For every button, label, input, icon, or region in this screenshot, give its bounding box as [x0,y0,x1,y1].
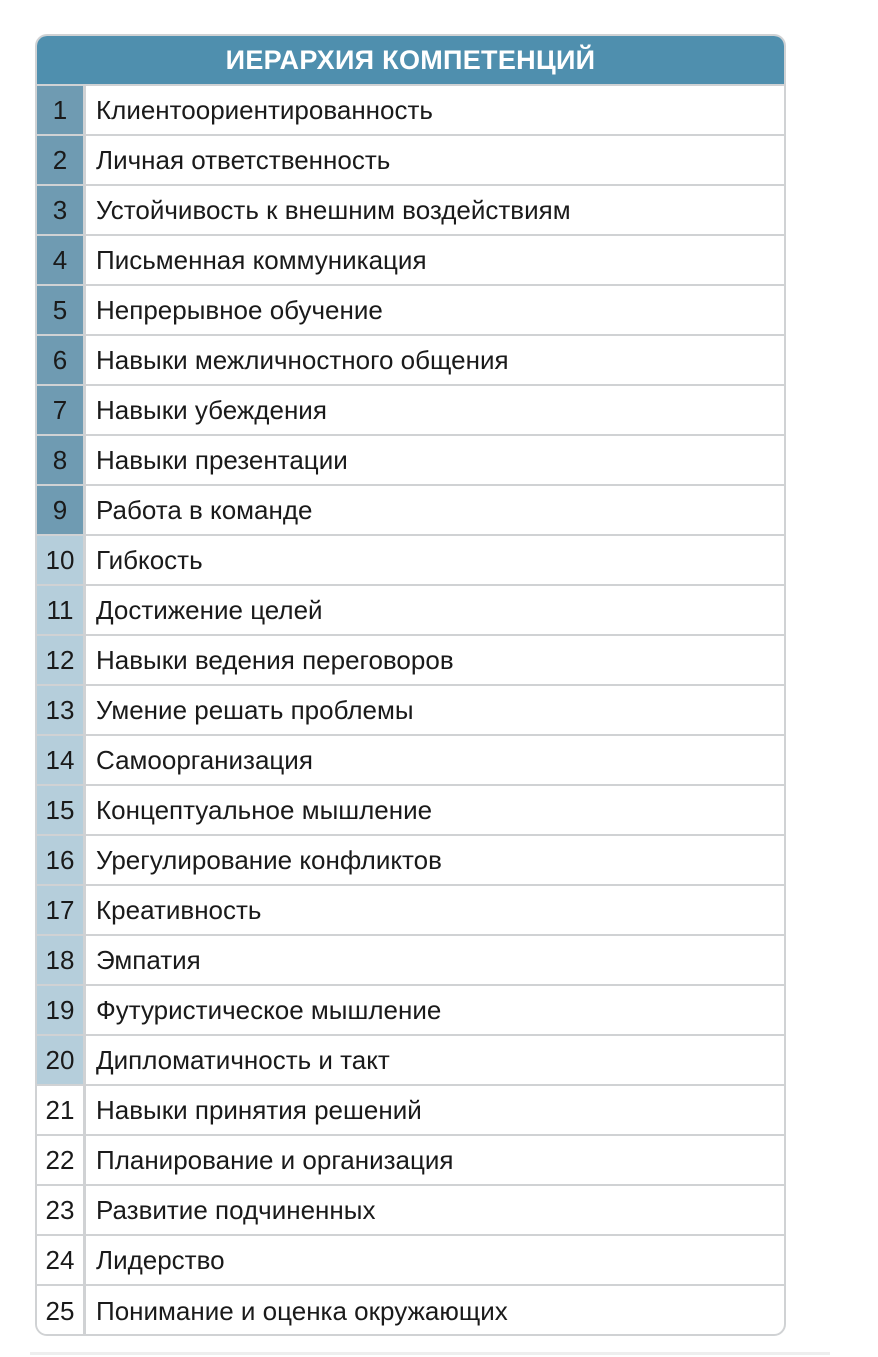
table-row [37,1086,784,1136]
table-row [37,586,784,636]
rank-number: 16 [37,836,86,884]
table-row [37,686,784,736]
competency-label: Понимание и оценка окружающих [96,1295,508,1326]
rank-number: 23 [37,1186,86,1234]
competency-label: Развитие подчиненных [96,1194,376,1225]
table-row [37,436,784,486]
table-row [37,1236,784,1286]
divider [30,1352,830,1355]
rank-number: 14 [37,736,86,784]
competency-label: Навыки межличностного общения [96,344,509,375]
competency-label: Навыки презентации [96,444,348,475]
table-title: ИЕРАРХИЯ КОМПЕТЕНЦИЙ [37,36,784,86]
rank-number: 21 [37,1086,86,1134]
table-row [37,986,784,1036]
table-row [37,286,784,336]
competency-label: Самоорганизация [96,744,313,775]
table-row [37,136,784,186]
table-row [37,236,784,286]
table-row [37,186,784,236]
competency-table [35,34,786,1336]
table-row [37,786,784,836]
competency-label: Лидерство [96,1244,225,1275]
table-row [37,836,784,886]
table-row [37,1036,784,1086]
table-row [37,386,784,436]
competency-list [37,86,784,1336]
rank-number: 17 [37,886,86,934]
rank-number: 9 [37,486,86,534]
rank-number: 1 [37,86,86,134]
competency-label: Футуристическое мышление [96,994,442,1025]
rank-number: 12 [37,636,86,684]
rank-number: 8 [37,436,86,484]
table-row [37,1186,784,1236]
competency-label: Эмпатия [96,944,201,975]
competency-label: Клиентоориентированность [96,94,433,125]
rank-number: 24 [37,1236,86,1284]
rank-number: 10 [37,536,86,584]
table-row [37,336,784,386]
rank-number: 13 [37,686,86,734]
table-row [37,1286,784,1336]
rank-number: 18 [37,936,86,984]
competency-label: Навыки ведения переговоров [96,644,454,675]
rank-number: 22 [37,1136,86,1184]
competency-label: Достижение целей [96,594,323,625]
competency-label: Урегулирование конфликтов [96,844,442,875]
rank-number: 5 [37,286,86,334]
table-row [37,486,784,536]
competency-label: Устойчивость к внешним воздействиям [96,194,571,225]
competency-label: Умение решать проблемы [96,694,414,725]
competency-label: Креативность [96,894,262,925]
rank-number: 25 [37,1286,86,1336]
competency-label: Дипломатичность и такт [96,1044,390,1075]
competency-label: Концептуальное мышление [96,794,433,825]
rank-number: 4 [37,236,86,284]
rank-number: 11 [37,586,86,634]
table-row [37,536,784,586]
competency-label: Работа в команде [96,494,313,525]
table-row [37,86,784,136]
table-row [37,1136,784,1186]
rank-number: 7 [37,386,86,434]
rank-number: 3 [37,186,86,234]
competency-label: Письменная коммуникация [96,244,427,275]
competency-label: Непрерывное обучение [96,294,383,325]
rank-number: 20 [37,1036,86,1084]
table-row [37,936,784,986]
table-row [37,886,784,936]
rank-number: 15 [37,786,86,834]
rank-number: 2 [37,136,86,184]
competency-label: Личная ответственность [96,144,391,175]
table-row [37,636,784,686]
competency-label: Навыки убеждения [96,394,327,425]
competency-label: Гибкость [96,544,203,575]
rank-number: 6 [37,336,86,384]
competency-label: Навыки принятия решений [96,1094,422,1125]
rank-number: 19 [37,986,86,1034]
competency-label: Планирование и организация [96,1144,454,1175]
table-row [37,736,784,786]
